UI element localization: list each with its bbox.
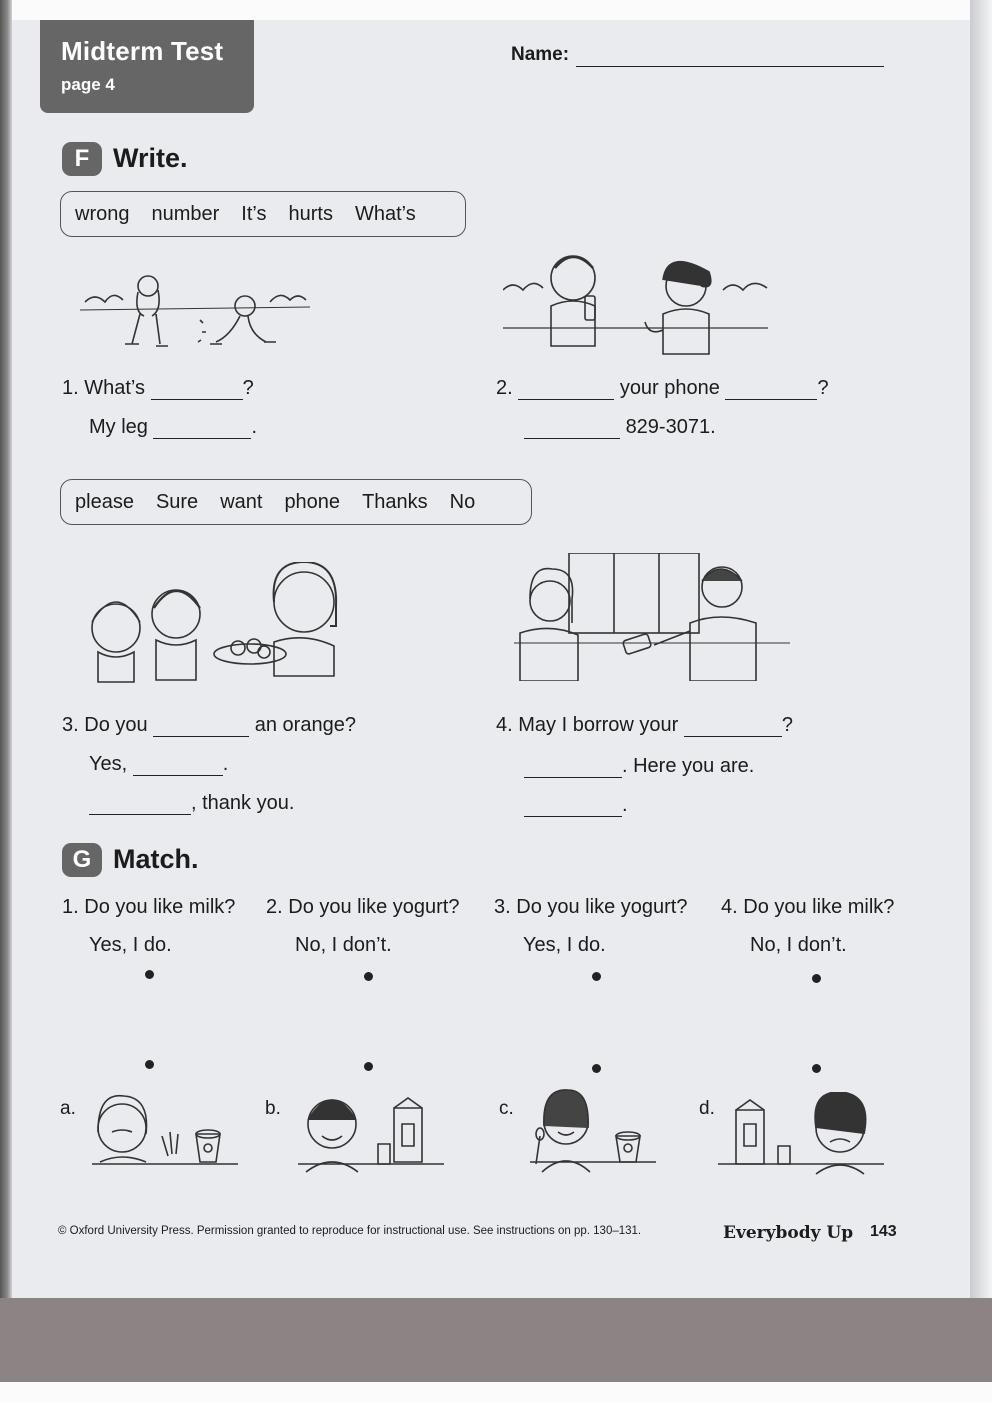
- g-q1-number: 1.: [62, 896, 79, 918]
- book-spine-shadow: [0, 0, 12, 1320]
- match-dot-q3[interactable]: [592, 972, 601, 981]
- q4-answer-end: .: [622, 794, 628, 816]
- q3-answer-end: .: [222, 753, 229, 775]
- q3-answer-text: Yes,: [89, 753, 128, 775]
- picture-letter-b: b.: [265, 1098, 281, 1119]
- q1-number: 1.: [62, 377, 79, 399]
- q2-line2: [524, 416, 716, 439]
- q4-text: May I borrow your: [518, 714, 679, 736]
- word-bank-word: No: [449, 490, 476, 513]
- g-question-4: [721, 896, 894, 919]
- match-dot-q4[interactable]: [812, 974, 821, 983]
- g-question-1: [62, 896, 235, 919]
- word-bank-word: hurts: [288, 202, 333, 225]
- q1-answer-end: .: [251, 416, 258, 438]
- q2-blank-1[interactable]: [518, 381, 614, 400]
- g-answer-2: No, I don’t.: [295, 934, 392, 956]
- picture-letter-d: d.: [699, 1098, 715, 1119]
- q1-blank-2[interactable]: [153, 420, 251, 439]
- q1-line2: [89, 416, 257, 439]
- word-bank-word: What’s: [354, 202, 416, 225]
- q2-phone-number: 829-3071.: [625, 416, 716, 438]
- q2-text-end: ?: [817, 377, 829, 399]
- section-f-badge: F: [62, 142, 102, 176]
- picture-d-girl-milk: [718, 1092, 888, 1176]
- q4-line2: [524, 755, 754, 778]
- picture-letter-c: c.: [499, 1098, 514, 1119]
- q4-answer-text: . Here you are.: [622, 755, 755, 777]
- picture-b-boy-milk: [298, 1088, 448, 1174]
- q2-number: 2.: [496, 377, 513, 399]
- q3-text: Do you: [84, 714, 148, 736]
- word-bank-word: want: [220, 490, 263, 513]
- g-answer-4: No, I don’t.: [750, 934, 847, 956]
- g-q2-number: 2.: [266, 896, 283, 918]
- q3-blank-3[interactable]: [89, 796, 191, 815]
- g-question-3: [494, 896, 687, 919]
- section-f-title: Write.: [113, 143, 188, 173]
- oranges-illustration: [78, 562, 343, 692]
- q3-number: 3.: [62, 714, 79, 736]
- word-bank-word: Thanks: [362, 490, 428, 513]
- q3-line3: [89, 792, 294, 815]
- word-bank-2: [60, 479, 532, 525]
- word-bank-word: It’s: [241, 202, 267, 225]
- match-dot-q2[interactable]: [364, 972, 373, 981]
- q1-answer-text: My leg: [89, 416, 148, 438]
- g-question-2: [266, 896, 459, 919]
- page-title: Midterm Test: [61, 36, 224, 66]
- word-bank-word: please: [75, 490, 134, 513]
- g-q4-number: 4.: [721, 896, 738, 918]
- match-dot-b[interactable]: [364, 1062, 373, 1071]
- q4-number: 4.: [496, 714, 513, 736]
- phone-call-illustration: [503, 248, 773, 360]
- g-q4-text: Do you like milk?: [743, 896, 895, 918]
- q4-blank-3[interactable]: [524, 798, 622, 817]
- g-q3-text: Do you like yogurt?: [516, 896, 688, 918]
- q4-blank-2[interactable]: [524, 759, 622, 778]
- word-bank-1: [60, 191, 466, 237]
- q1-line1: [62, 377, 254, 400]
- section-g-title: Match.: [113, 844, 199, 874]
- copyright-notice: © Oxford University Press. Permission granted to reproduce for instructional use. See instructions on pp. 130–131.: [58, 1225, 642, 1237]
- word-bank-word: Sure: [155, 490, 199, 513]
- picture-c-girl-yogurt: [530, 1086, 660, 1174]
- section-g-badge: G: [62, 843, 102, 877]
- scan-bottom-margin: [0, 1382, 992, 1403]
- match-dot-q1[interactable]: [145, 970, 154, 979]
- q2-blank-2[interactable]: [725, 381, 817, 400]
- q3-blank-1[interactable]: [153, 718, 249, 737]
- g-q3-number: 3.: [494, 896, 511, 918]
- q3-answer-text-2: , thank you.: [191, 792, 295, 814]
- q1-blank-1[interactable]: [151, 381, 243, 400]
- q1-text: What’s: [84, 377, 146, 399]
- page-right-edge: [970, 0, 992, 1300]
- hurt-leg-illustration: [80, 262, 310, 362]
- g-answer-1: Yes, I do.: [89, 934, 172, 956]
- word-bank-word: wrong: [75, 202, 130, 225]
- match-dot-c[interactable]: [592, 1064, 601, 1073]
- picture-a-girl-yogurt: [92, 1092, 242, 1174]
- q3-blank-2[interactable]: [133, 757, 223, 776]
- q4-line1: [496, 714, 793, 737]
- brand-logo-text: Everybody Up: [723, 1223, 854, 1243]
- g-answer-3: Yes, I do.: [523, 934, 606, 956]
- scan-bottom-band: [0, 1298, 992, 1382]
- q2-line1: [496, 377, 829, 400]
- q4-blank-1[interactable]: [684, 718, 782, 737]
- match-dot-d[interactable]: [812, 1064, 821, 1073]
- q3-line1: [62, 714, 356, 737]
- q3-text-end: an orange?: [254, 714, 356, 736]
- q4-text-end: ?: [781, 714, 793, 736]
- name-label: Name:: [511, 44, 570, 65]
- name-field-line[interactable]: [576, 66, 884, 67]
- header-tab: [40, 20, 254, 113]
- scan-top-margin: [0, 0, 992, 20]
- q2-blank-3[interactable]: [524, 420, 620, 439]
- q1-text-end: ?: [242, 377, 254, 399]
- q3-line2: [89, 753, 228, 776]
- borrow-phone-illustration: [514, 553, 790, 681]
- page-number: 143: [870, 1223, 897, 1240]
- g-q2-text: Do you like yogurt?: [288, 896, 460, 918]
- picture-letter-a: a.: [60, 1098, 76, 1119]
- page-subtitle: page 4: [61, 75, 115, 94]
- word-bank-word: number: [151, 202, 220, 225]
- g-q1-text: Do you like milk?: [84, 896, 236, 918]
- match-dot-a[interactable]: [145, 1060, 154, 1069]
- q2-text: your phone: [619, 377, 720, 399]
- q4-line3: [524, 794, 628, 817]
- word-bank-word: phone: [284, 490, 341, 513]
